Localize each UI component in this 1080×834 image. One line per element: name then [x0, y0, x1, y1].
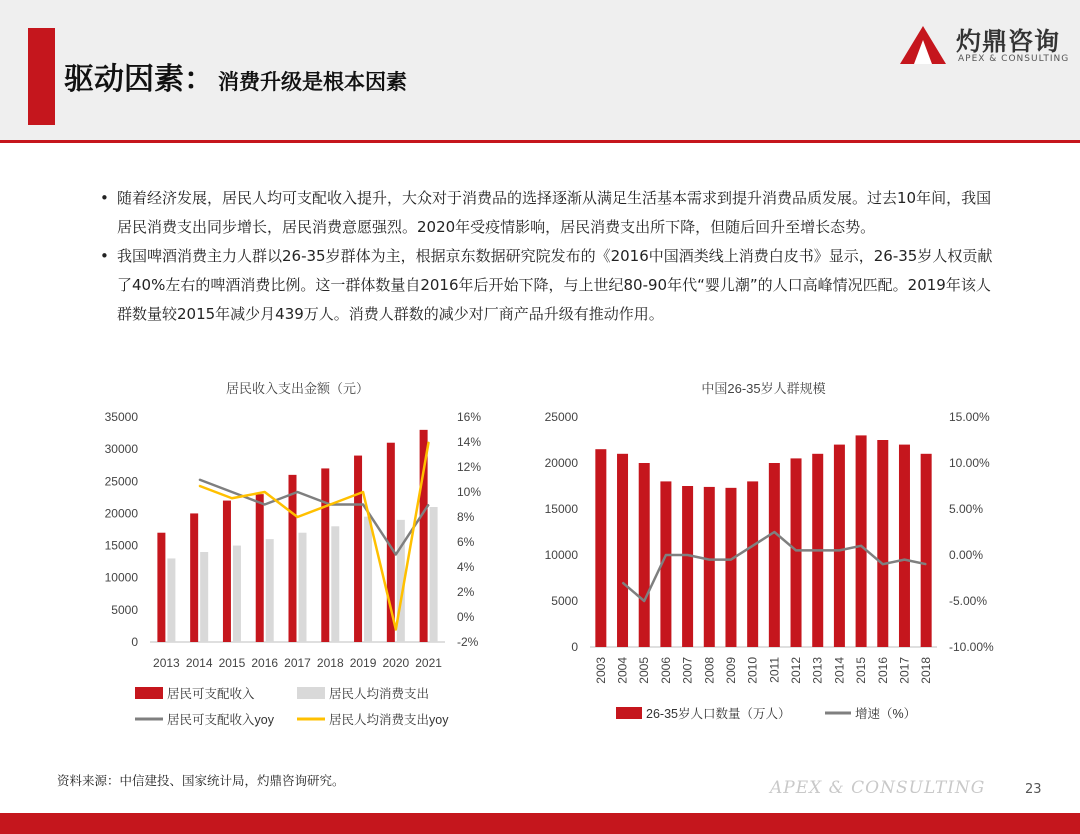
bar-1-2021 [430, 507, 438, 642]
legend-swatch-1 [297, 687, 325, 699]
legend-label: 居民可支配收入 [167, 687, 255, 701]
y-left-tick-label: 20000 [104, 506, 138, 521]
x-tick-label: 2010 [745, 657, 760, 684]
bar-0-2010 [747, 481, 758, 647]
point-2-2016 [264, 504, 265, 505]
legend-swatch-0 [135, 687, 163, 699]
y-right-tick-label: 0% [457, 610, 475, 624]
point-3-2019 [363, 492, 364, 493]
bar-1-2018 [331, 526, 339, 642]
bar-0-2009 [725, 488, 736, 647]
x-tick-label: 2014 [185, 656, 213, 670]
y-left-tick-label: 15000 [544, 502, 578, 516]
watermark: APEX & CONSULTING [770, 778, 986, 798]
x-tick-label: 2016 [875, 657, 890, 684]
point-1-2016 [882, 564, 883, 565]
bar-0-2018 [321, 468, 329, 642]
bar-0-2016 [877, 440, 888, 647]
y-left-tick-label: 0 [131, 635, 138, 649]
x-tick-label: 2007 [680, 657, 695, 684]
y-left-tick-label: 5000 [551, 594, 578, 608]
point-1-2004 [622, 582, 623, 583]
legend-label: 居民人均消费支出yoy [329, 713, 449, 727]
bar-0-2016 [256, 494, 264, 642]
population-chart [520, 372, 1025, 742]
x-tick-label: 2013 [810, 657, 825, 684]
bar-0-2014 [834, 445, 845, 647]
point-1-2018 [926, 564, 927, 565]
bar-0-2017 [899, 445, 910, 647]
page-title [64, 54, 407, 98]
point-3-2018 [330, 504, 331, 505]
point-2-2017 [297, 492, 298, 493]
x-tick-label: 2016 [251, 656, 279, 670]
point-1-2007 [687, 555, 688, 556]
y-right-tick-label: 10% [457, 485, 482, 499]
y-right-tick-label: 8% [457, 510, 475, 524]
x-tick-label: 2011 [767, 657, 782, 683]
y-left-tick-label: 0 [571, 640, 578, 654]
y-right-tick-label: 6% [457, 535, 475, 549]
bar-1-2017 [299, 533, 307, 642]
legend-label: 26-35岁人口数量（万人） [646, 707, 791, 721]
bar-0-2004 [617, 454, 628, 647]
bar-1-2015 [233, 546, 241, 642]
point-1-2011 [774, 532, 775, 533]
bar-1-2016 [266, 539, 274, 642]
point-2-2014 [199, 479, 200, 480]
population-chart-svg [520, 372, 1025, 742]
legend-swatch-0 [616, 707, 642, 719]
point-2-2021 [428, 504, 429, 505]
y-right-tick-label: 10.00% [949, 456, 990, 470]
point-1-2012 [796, 550, 797, 551]
y-right-tick-label: 15.00% [949, 410, 990, 424]
legend-label: 居民人均消费支出 [329, 687, 430, 701]
x-tick-label: 2015 [218, 656, 246, 670]
bar-1-2014 [200, 552, 208, 642]
x-tick-label: 2008 [702, 657, 717, 684]
point-2-2020 [395, 554, 396, 555]
point-1-2010 [752, 545, 753, 546]
bar-0-2015 [856, 435, 867, 647]
bullet-list [100, 184, 1005, 329]
x-tick-label: 2003 [593, 657, 608, 684]
x-tick-label: 2017 [897, 657, 912, 684]
company-logo [898, 22, 1068, 68]
y-right-tick-label: 5.00% [949, 502, 984, 516]
y-right-tick-label: 14% [457, 435, 482, 449]
bar-0-2015 [223, 501, 231, 642]
x-tick-label: 2009 [723, 657, 738, 684]
y-right-tick-label: 0.00% [949, 548, 984, 562]
legend-label: 居民可支配收入yoy [167, 713, 274, 727]
bar-0-2019 [354, 456, 362, 642]
bar-0-2018 [921, 454, 932, 647]
y-right-tick-label: 2% [457, 585, 475, 599]
y-right-tick-label: 16% [457, 410, 482, 424]
y-left-tick-label: 25000 [104, 474, 138, 489]
page-number: 23 [1025, 782, 1042, 797]
bullet-dot-icon: • [100, 189, 109, 207]
y-right-tick-label: -5.00% [949, 594, 988, 608]
page-title-main: 驱动因素： [64, 62, 214, 97]
y-right-tick-label: 4% [457, 560, 475, 574]
x-tick-label: 2004 [615, 657, 630, 684]
point-1-2013 [817, 550, 818, 551]
logo-text-en: APEX & CONSULTING [958, 54, 1070, 64]
x-tick-label: 2018 [919, 657, 934, 684]
y-right-tick-label: -10.00% [949, 640, 994, 654]
bullet-text: 随着经济发展，居民人均可支配收入提升，大众对于消费品的选择逐渐从满足生活基本需求到提升消费品质发展。过去10年间，我国居民消费支出同步增长，居民消费意愿强烈。2020年受疫情影响，居民消费支出所下降，但随后回升至增长态势。 [117, 189, 992, 236]
page-title-sub: 消费升级是根本因素 [218, 70, 407, 94]
bar-0-2014 [190, 513, 198, 642]
x-tick-label: 2006 [658, 657, 673, 684]
bar-0-2005 [639, 463, 650, 647]
x-tick-label: 2017 [284, 656, 311, 670]
point-3-2021 [428, 442, 429, 443]
point-3-2015 [231, 498, 232, 499]
x-tick-label: 2021 [415, 656, 442, 670]
bar-1-2013 [167, 558, 175, 642]
x-tick-label: 2013 [153, 656, 180, 670]
point-1-2006 [665, 555, 666, 556]
bar-1-2019 [364, 517, 372, 642]
income-spending-chart-svg [90, 372, 500, 742]
source-note: 资料来源：中信建投、国家统计局，灼鼎咨询研究。 [57, 773, 345, 788]
x-tick-label: 2014 [832, 657, 847, 684]
y-right-tick-label: 12% [457, 460, 482, 474]
y-left-tick-label: 10000 [104, 570, 138, 585]
bar-0-2017 [289, 475, 297, 642]
x-tick-label: 2020 [382, 656, 410, 670]
point-2-2019 [363, 504, 364, 505]
income-spending-chart [90, 372, 500, 742]
x-tick-label: 2018 [316, 656, 344, 670]
bullet-dot-icon: • [100, 247, 109, 265]
legend-label: 增速（%） [855, 707, 917, 721]
y-left-tick-label: 30000 [104, 442, 138, 457]
x-tick-label: 2015 [854, 657, 869, 684]
x-tick-label: 2012 [789, 657, 804, 684]
point-1-2005 [644, 601, 645, 602]
bullet-text: 我国啤酒消费主力人群以26-35岁群体为主，根据京东数据研究院发布的《2016中国酒类线上消费白皮书》显示，26-35岁人权贡献了40%左右的啤酒消费比例。这一群体数量自2016年后开始下降，与上世纪80-90年代“婴儿潮”的人口高峰情况匹配。2019年该人群数量较2015年减少月439万人。消费人群数的减少对厂商产品升级有推动作用。 [117, 247, 993, 323]
header-divider [0, 140, 1080, 143]
bullet-item [100, 184, 1005, 242]
y-left-tick-label: 15000 [104, 538, 138, 553]
point-2-2015 [231, 492, 232, 493]
footer-bar [0, 813, 1080, 834]
chart-title: 居民收入支出金额（元） [225, 381, 370, 396]
bar-0-2008 [704, 487, 715, 647]
bar-0-2012 [791, 458, 802, 647]
bar-0-2011 [769, 463, 780, 647]
y-left-tick-label: 10000 [544, 548, 578, 562]
point-3-2016 [264, 492, 265, 493]
title-accent-bar [28, 28, 55, 125]
point-1-2017 [904, 559, 905, 560]
y-left-tick-label: 35000 [104, 410, 138, 424]
bullet-item [100, 242, 1005, 329]
bar-0-2007 [682, 486, 693, 647]
point-1-2014 [839, 550, 840, 551]
point-1-2008 [709, 559, 710, 560]
x-tick-label: 2019 [349, 656, 377, 670]
logo-triangle-icon [898, 24, 948, 66]
bar-0-2013 [157, 533, 165, 642]
y-left-tick-label: 25000 [544, 410, 578, 424]
point-3-2017 [297, 517, 298, 518]
y-left-tick-label: 5000 [111, 602, 138, 617]
bar-0-2003 [595, 449, 606, 647]
point-1-2009 [730, 559, 731, 560]
point-1-2015 [861, 545, 862, 546]
point-3-2020 [395, 629, 396, 630]
point-3-2014 [199, 485, 200, 486]
x-tick-label: 2005 [637, 657, 652, 684]
y-left-tick-label: 20000 [544, 456, 578, 470]
y-right-tick-label: -2% [457, 635, 479, 649]
chart-title: 中国26-35岁人群规模 [701, 381, 826, 396]
logo-text-cn: 灼鼎咨询 [956, 27, 1061, 56]
